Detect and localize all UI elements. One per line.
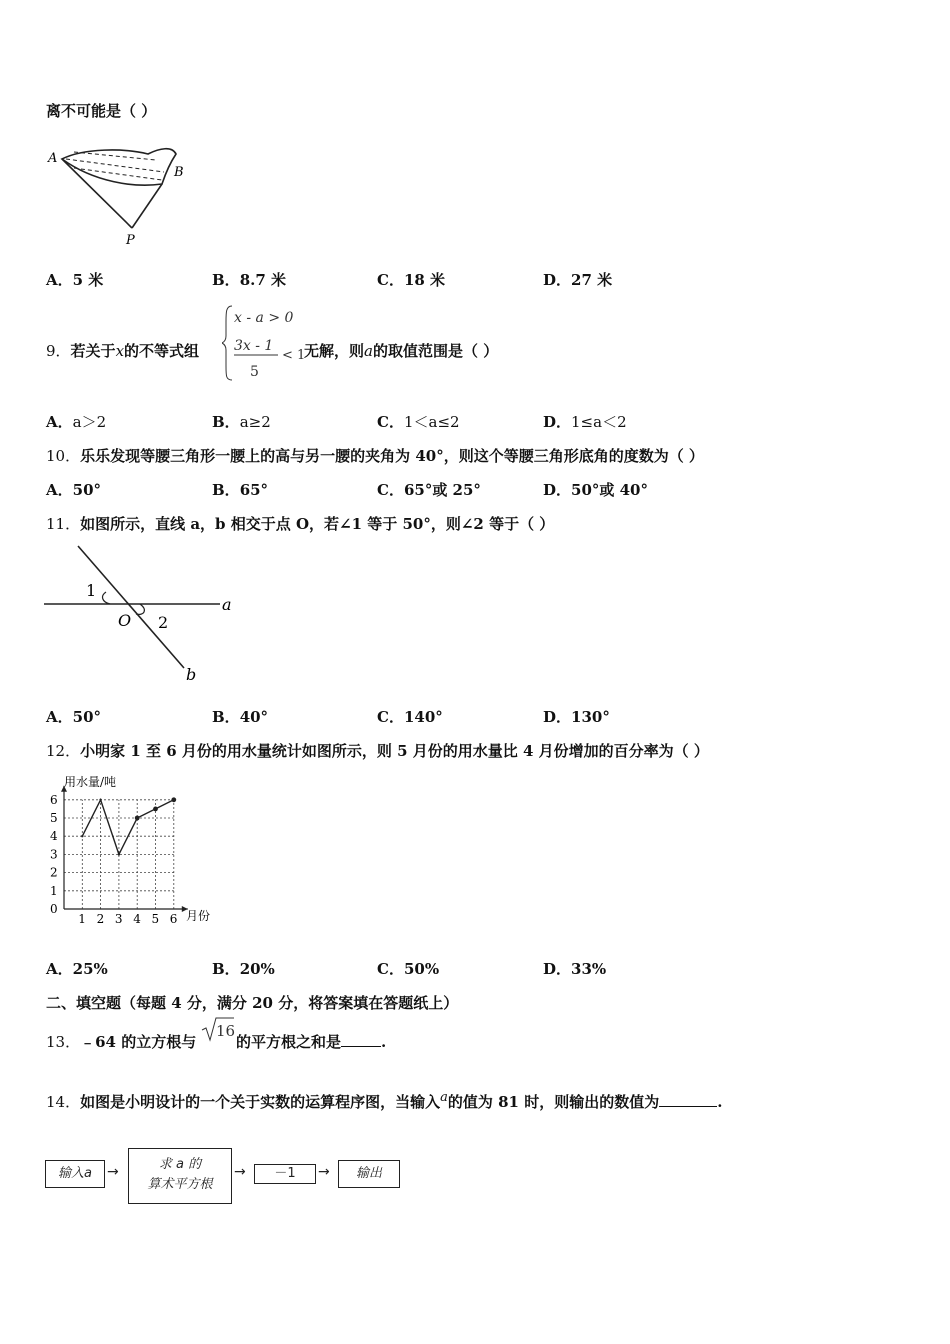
chart-ylabel: 用水量/吨 xyxy=(64,775,117,789)
q14-answer-blank[interactable] xyxy=(659,1106,717,1107)
q9-stem-tail: 无解，则a的取值范围是（ ） xyxy=(304,342,499,360)
q13-stem: 13．﹣64 的立方根与 xyxy=(46,1033,197,1051)
series-line xyxy=(82,800,174,855)
q8-option-c[interactable]: C．18 米 xyxy=(377,271,446,289)
q13-stem-tail: 的平方根之和是 . xyxy=(236,1033,387,1051)
flow-arrow-2: → xyxy=(234,1164,246,1180)
x-tick-label: 2 xyxy=(96,912,105,926)
q9-brace xyxy=(222,306,232,380)
y-tick-label: 4 xyxy=(50,829,58,844)
q9-frac-num: 3x - 1 xyxy=(234,338,274,354)
q9-option-a[interactable]: A．a＞2 xyxy=(46,413,107,431)
chart-x-ticks xyxy=(78,912,177,926)
q10-option-d[interactable]: D．50°或 40° xyxy=(543,481,648,499)
q8-label-B: B xyxy=(174,165,184,180)
y-tick-label: 5 xyxy=(50,811,58,825)
q8-label-P: P xyxy=(126,233,135,248)
q8-figure xyxy=(44,140,194,250)
q10-option-b[interactable]: B．65° xyxy=(212,481,269,499)
q11-option-d[interactable]: D．130° xyxy=(543,708,610,726)
x-tick-label: 3 xyxy=(114,912,123,926)
q11-label-1: 1 xyxy=(86,581,97,600)
q12-stem: 12．小明家 1 至 6 月份的用水量统计如图所示，则 5 月份的用水量比 4 月份增加的百分率为（ ） xyxy=(46,742,709,760)
q11-label-O: O xyxy=(118,611,132,630)
q12-option-b[interactable]: B．20% xyxy=(212,960,275,978)
q11-label-2: 2 xyxy=(158,613,169,632)
q9-option-c[interactable]: C．1＜a≤2 xyxy=(377,413,460,431)
data-point-month-1 xyxy=(81,835,83,837)
flow-arrow-3: → xyxy=(318,1164,330,1180)
data-point-month-6 xyxy=(171,797,176,802)
section-2-title: 二、填空题（每题 4 分，满分 20 分，将答案填在答题纸上） xyxy=(46,994,459,1012)
q10-option-c[interactable]: C．65°或 25° xyxy=(377,481,481,499)
q11-option-b[interactable]: B．40° xyxy=(212,708,269,726)
q9-rel2: < 1 xyxy=(282,348,306,363)
x-tick-label: 1 xyxy=(78,912,86,926)
x-tick-label: 4 xyxy=(133,912,141,926)
y-tick-label: 1 xyxy=(50,883,58,898)
data-point-month-2 xyxy=(99,799,101,801)
q11-line-b xyxy=(78,546,184,668)
q11-angle-1-arc xyxy=(103,592,110,604)
flow-sqrt-box: 求 a 的 算术平方根 xyxy=(128,1148,232,1204)
q11-stem: 11．如图所示，直线 a，b 相交于点 O，若∠1 等于 50°，则∠2 等于（ ） xyxy=(46,515,555,533)
q13-sqrt-16 xyxy=(200,1016,236,1044)
data-point-month-3 xyxy=(118,853,120,855)
chart-axes xyxy=(61,786,188,912)
q9-eq1: x - a > 0 xyxy=(234,310,294,326)
chart-xlabel: 月份 xyxy=(186,909,211,923)
flow-output-box: 输出 xyxy=(338,1160,400,1188)
q9-option-d[interactable]: D．1≤a＜2 xyxy=(543,413,627,431)
q8-stem-tail: 离不可能是（ ） xyxy=(46,102,157,120)
chart-y-ticks xyxy=(50,793,58,916)
data-point-month-4 xyxy=(135,816,140,821)
x-tick-label: 5 xyxy=(151,912,160,926)
q12-option-d[interactable]: D．33% xyxy=(543,960,607,978)
flow-minus-one-box: －1 xyxy=(254,1164,316,1184)
q9-frac-den: 5 xyxy=(250,364,259,380)
q8-line-AP xyxy=(62,159,132,228)
q11-option-c[interactable]: C．140° xyxy=(377,708,443,726)
q11-label-a: a xyxy=(222,595,232,614)
data-point-month-5 xyxy=(153,807,158,812)
q13-answer-blank[interactable] xyxy=(341,1046,381,1047)
y-tick-label: 0 xyxy=(50,902,58,916)
q11-figure xyxy=(44,540,244,690)
water-usage-chart xyxy=(44,774,224,928)
q13-radicand: 16 xyxy=(216,1022,236,1040)
q9-stem: 9．若关于x的不等式组 xyxy=(46,342,200,360)
q14-stem: 14．如图是小明设计的一个关于实数的运算程序图，当输入a的值为 81 时，则输出的数值为 . xyxy=(46,1090,723,1111)
y-tick-label: 6 xyxy=(50,792,58,807)
q11-option-a[interactable]: A．50° xyxy=(46,708,102,726)
q9-option-b[interactable]: B．a≥2 xyxy=(212,413,271,431)
q12-option-c[interactable]: C．50% xyxy=(377,960,440,978)
q8-label-A: A xyxy=(48,151,58,166)
q10-option-a[interactable]: A．50° xyxy=(46,481,102,499)
y-tick-label: 2 xyxy=(50,865,58,880)
q11-label-b: b xyxy=(186,665,197,684)
q8-option-d[interactable]: D．27 米 xyxy=(543,271,613,289)
x-tick-label: 6 xyxy=(169,912,178,926)
q11-angle-2-arc xyxy=(136,604,144,614)
flow-input-box: 输入a xyxy=(45,1160,105,1188)
flow-arrow-1: → xyxy=(107,1164,119,1180)
q9-inequality-system xyxy=(222,302,312,384)
q12-option-a[interactable]: A．25% xyxy=(46,960,108,978)
q8-option-a[interactable]: A．5 米 xyxy=(46,271,104,289)
y-tick-label: 3 xyxy=(50,847,58,862)
q8-line-BP xyxy=(132,184,162,228)
q8-option-b[interactable]: B．8.7 米 xyxy=(212,271,287,289)
q10-stem: 10．乐乐发现等腰三角形一腰上的高与另一腰的夹角为 40°，则这个等腰三角形底角的度数为（ ） xyxy=(46,447,704,465)
